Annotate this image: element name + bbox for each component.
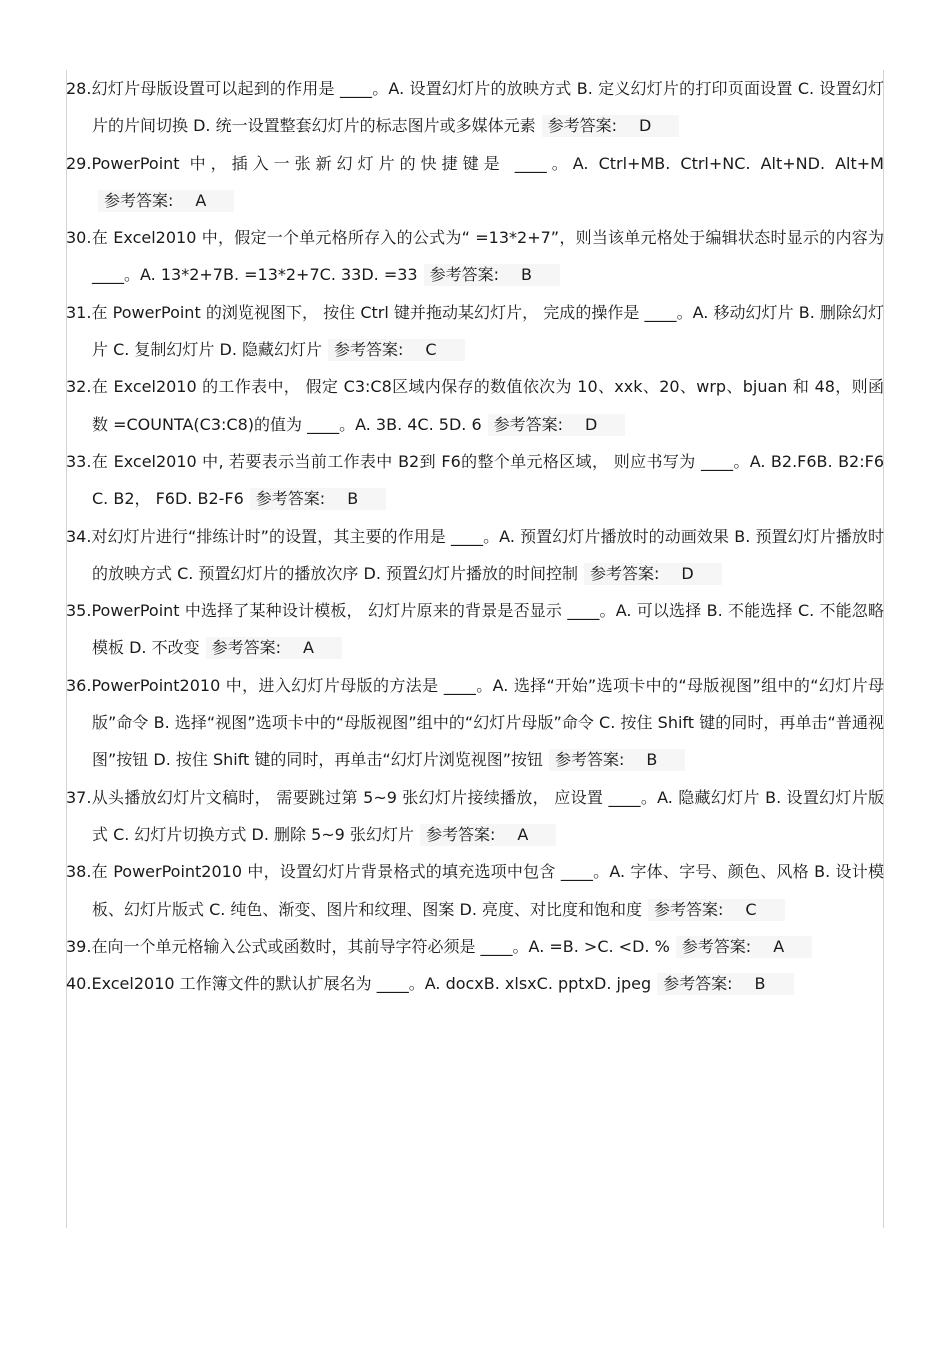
question-number: 28. xyxy=(66,79,92,98)
answer-value: B xyxy=(754,974,766,994)
answer-value: D xyxy=(639,116,652,136)
answer-value: B xyxy=(521,265,532,285)
answer-value: A xyxy=(303,638,314,658)
answer-value: D xyxy=(585,414,598,434)
question-34 xyxy=(66,518,884,593)
question-text: 在 Excel2010 中，假定一个单元格所存入的公式为“ =13*2+7”，则当该单元格处于编辑状态时显示的内容为 ____。A. 13*2+7B. =13*2+7C. 33D. =33 xyxy=(91,228,884,285)
answer-box xyxy=(424,264,560,286)
question-number: 31. xyxy=(66,302,92,322)
answer-box xyxy=(676,936,812,958)
answer-box xyxy=(657,973,793,995)
question-text: 幻灯片母版设置可以起到的作用是 ____。A. 设置幻灯片的放映方式 B. 定义幻灯片的打印页面设置 C. 设置幻灯片的片间切换 D. 统一设置整套幻灯片的标志图片或多媒体元素 xyxy=(91,79,884,136)
answer-label: 参考答案: xyxy=(663,974,733,994)
question-29 xyxy=(66,145,884,220)
answer-box xyxy=(584,563,722,585)
question-number: 33. xyxy=(66,451,92,471)
answer-value: D xyxy=(681,563,694,583)
answer-value: A xyxy=(517,824,529,844)
question-text: PowerPoint 中选择了某种设计模板， 幻灯片原来的背景是否显示 ____。A. 可以选择 B. 不能选择 C. 不能忽略模板 D. 不改变 xyxy=(91,601,884,658)
question-38 xyxy=(66,853,884,928)
question-text: 对幻灯片进行“排练计时”的设置，其主要的作用是 ____。A. 预置幻灯片播放时的动画效果 B. 预置幻灯片播放时的放映方式 C. 预置幻灯片的播放次序 D. 预置幻灯片播放的时间控制 xyxy=(91,526,884,583)
question-text: 在 Excel2010 中, 若要表示当前工作表中 B2到 F6的整个单元格区域， 则应书写为 ____。A. B2.F6B. B2:F6C. B2， F6D. B2-F6 xyxy=(91,451,884,509)
question-35 xyxy=(66,592,884,667)
question-text: Excel2010 工作簿文件的默认扩展名为 ____。A. docxB. xlsxC. pptxD. jpeg xyxy=(91,974,652,994)
question-text: PowerPoint2010 中，进入幻灯片母版的方法是 ____。A. 选择“开始”选项卡中的“母版视图”组中的“幻灯片母版”命令 B. 选择“视图”选项卡中的“母版视图”组中的“幻灯片母版”命令 C. 按住 Shift 键的同时，再单击“普通视图”按钮 D. 按住 Shift 键的同时，再单击“幻灯片浏览视图”按钮 xyxy=(91,675,884,770)
question-text: 在 PowerPoint2010 中，设置幻灯片背景格式的填充选项中包含 ____。A. 字体、字号、颜色、风格 B. 设计模板、幻灯片版式 C. 纯色、渐变、图片和纹理、图案 D. 亮度、对比度和饱和度 xyxy=(91,862,884,919)
question-number: 36. xyxy=(66,675,92,695)
question-number: 29. xyxy=(66,153,92,173)
question-31 xyxy=(66,294,884,369)
answer-label: 参考答案: xyxy=(493,414,564,434)
answer-label: 参考答案: xyxy=(425,824,496,844)
question-number: 38. xyxy=(66,862,92,882)
question-39 xyxy=(66,928,884,965)
question-text: 在向一个单元格输入公式或函数时，其前导字符必须是 ____。A. =B. >C. <D. % xyxy=(91,936,670,956)
question-37 xyxy=(66,779,884,854)
answer-label: 参考答案: xyxy=(211,638,281,658)
question-40 xyxy=(66,965,884,1002)
answer-box xyxy=(420,824,556,846)
question-28 xyxy=(66,70,884,145)
answer-value: A xyxy=(773,936,785,956)
answer-label: 参考答案: xyxy=(104,190,174,210)
question-list xyxy=(66,70,884,1002)
answer-value: B xyxy=(347,489,359,509)
answer-label: 参考答案: xyxy=(334,340,404,360)
answer-box xyxy=(648,899,785,921)
answer-label: 参考答案: xyxy=(555,750,625,770)
question-30 xyxy=(66,219,884,294)
question-text: PowerPoint 中，插入一张新幻灯片的快捷键是 ____。A. Ctrl+MB. Ctrl+NC. Alt+ND. Alt+M xyxy=(91,153,884,173)
question-33 xyxy=(66,443,884,518)
answer-label: 参考答案: xyxy=(681,936,752,956)
answer-box xyxy=(488,414,626,436)
question-number: 34. xyxy=(66,526,92,546)
answer-label: 参考答案: xyxy=(547,116,617,136)
answer-box xyxy=(250,488,386,510)
question-text: 在 Excel2010 的工作表中， 假定 C3:C8区域内保存的数值依次为 10、xxk、20、wrp、bjuan 和 48，则函数 =COUNTA(C3:C8)的值为 ____。A. 3B. 4C. 5D. 6 xyxy=(91,377,884,434)
answer-label: 参考答案: xyxy=(590,563,660,583)
answer-box xyxy=(549,749,685,771)
answer-label: 参考答案: xyxy=(654,899,724,919)
answer-box xyxy=(328,339,465,361)
question-number: 37. xyxy=(66,787,92,807)
question-32 xyxy=(66,368,884,443)
answer-box xyxy=(98,190,234,212)
question-number: 32. xyxy=(66,377,92,397)
answer-box xyxy=(542,115,680,137)
question-text: 在 PowerPoint 的浏览视图下， 按住 Ctrl 键并拖动某幻灯片， 完成的操作是 ____。A. 移动幻灯片 B. 删除幻灯片 C. 复制幻灯片 D. 隐藏幻灯片 xyxy=(91,302,884,360)
answer-value: B xyxy=(646,750,658,770)
question-text: 从头播放幻灯片文稿时， 需要跳过第 5~9 张幻灯片接续播放， 应设置 ____。A. 隐藏幻灯片 B. 设置幻灯片版式 C. 幻灯片切换方式 D. 删除 5~9 张幻灯片 xyxy=(91,787,884,844)
question-number: 39. xyxy=(66,936,92,956)
answer-value: C xyxy=(745,899,757,919)
answer-label: 参考答案: xyxy=(429,265,500,285)
question-number: 30. xyxy=(66,228,92,248)
answer-value: A xyxy=(195,190,207,210)
answer-label: 参考答案: xyxy=(255,489,326,509)
question-36 xyxy=(66,667,884,779)
answer-box xyxy=(206,637,342,659)
answer-value: C xyxy=(425,340,437,360)
question-number: 40. xyxy=(66,974,92,994)
question-number: 35. xyxy=(66,601,92,621)
